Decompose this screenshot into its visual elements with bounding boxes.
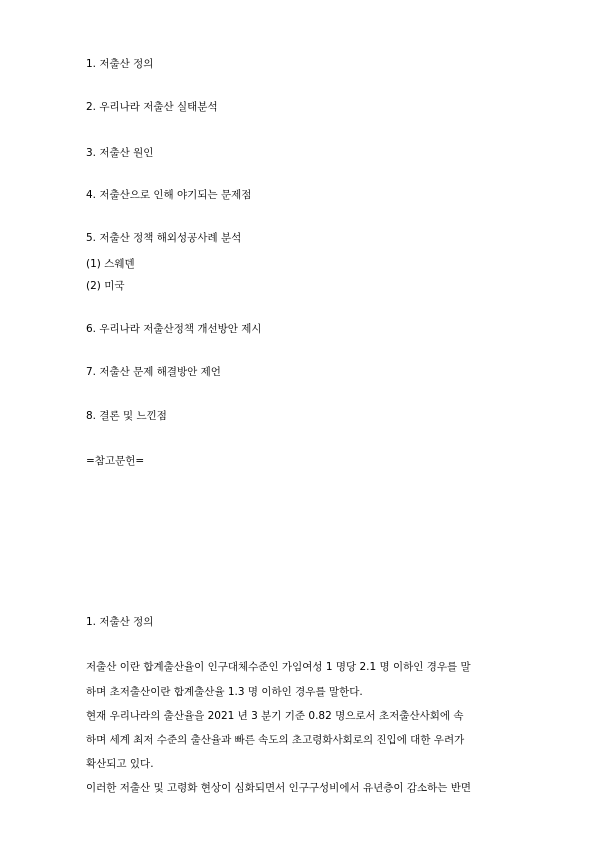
toc-item-1: 1. 저출산 정의 [86,58,154,70]
toc-item-3: 3. 저출산 원인 [86,147,154,159]
toc-subitem-sweden: (1) 스웨덴 [86,258,135,270]
toc-item-5: 5. 저출산 정책 해외성공사례 분석 [86,232,242,244]
toc-references: =참고문헌= [86,455,145,467]
paragraph-line: 확산되고 있다. [86,758,154,770]
toc-item-2: 2. 우리나라 저출산 실태분석 [86,101,218,113]
toc-item-8: 8. 결론 및 느낀점 [86,410,167,422]
toc-item-6: 6. 우리나라 저출산정책 개선방안 제시 [86,323,262,335]
paragraph-line: 하며 세계 최저 수준의 출산율과 빠른 속도의 초고령화사회로의 진입에 대한 우려가 [86,734,465,746]
toc-item-7: 7. 저출산 문제 해결방안 제언 [86,366,221,378]
toc-item-4: 4. 저출산으로 인해 야기되는 문제점 [86,189,252,201]
paragraph-line: 현재 우리나라의 출산율을 2021 년 3 분기 기준 0.82 명으로서 초저출산사회에 속 [86,710,464,722]
paragraph-line: 저출산 이란 합계출산율이 인구대체수준인 가임여성 1 명당 2.1 명 이하인 경우를 말 [86,661,471,673]
paragraph-line: 하며 초저출산이란 합계출산율 1.3 명 이하인 경우를 말한다. [86,686,363,698]
section-heading: 1. 저출산 정의 [86,616,154,628]
toc-subitem-usa: (2) 미국 [86,280,125,292]
paragraph-line: 이러한 저출산 및 고령화 현상이 심화되면서 인구구성비에서 유년층이 감소하는 반면 [86,782,472,794]
